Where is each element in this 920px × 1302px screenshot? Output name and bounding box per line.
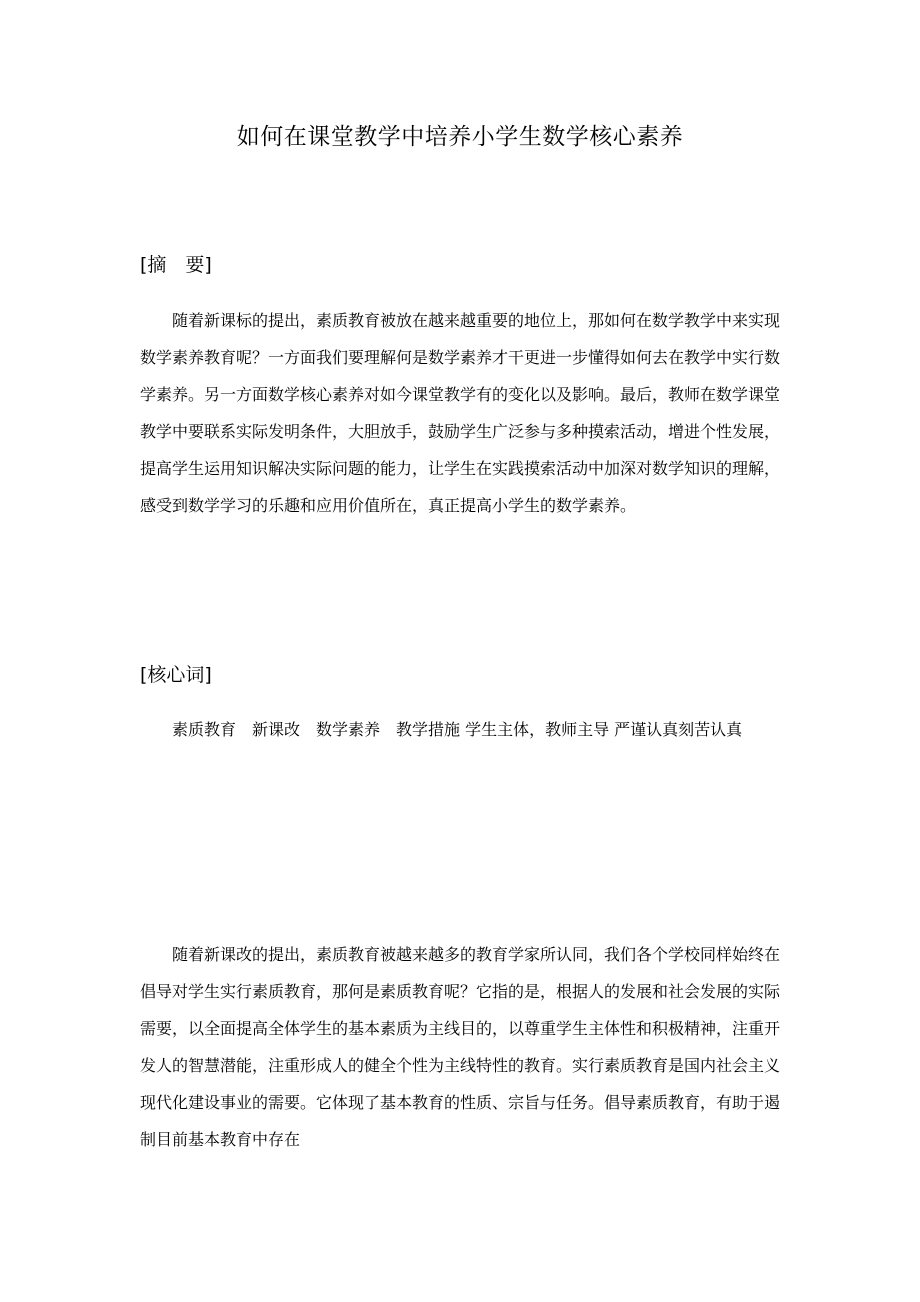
keywords-paragraph: [140, 711, 780, 748]
abstract-heading: [摘 要]: [140, 254, 212, 276]
body-text: 随着新课改的提出，素质教育被越来越多的教育学家所认同，我们各个学校同样始终在倡导对学生实行素质教育，那何是素质教育呢？它指的是，根据人的发展和社会发展的实际需要，以全面提高全体学生的基本素质为主线目的，以尊重学生主体性和积极精神，注重开发人的智慧潜能，注重形成人的健全个性为主线特性的教育。实行素质教育是国内社会主义现代化建设事业的需要。它体现了基本教育的性质、宗旨与任务。倡导素质教育，有助于遏制目前基本教育中存在: [140, 945, 781, 1149]
document-title: 如何在课堂教学中培养小学生数学核心素养: [236, 124, 684, 150]
body-paragraph: [140, 936, 780, 1158]
abstract-text: 随着新课标的提出，素质教育被放在越来越重要的地位上，那如何在数学教学中来实现数学素养教育呢？一方面我们要理解何是数学素养才干更进一步懂得如何去在教学中实行数学素养。另一方面数学核心素养对如今课堂教学有的变化以及影响。最后，教师在数学课堂教学中要联系实际发明条件，大胆放手，鼓励学生广泛参与多种摸索活动，增进个性发展，提高学生运用知识解决实际问题的能力，让学生在实践摸索活动中加深对数学知识的理解，感受到数学学习的乐趣和应用价值所在，真正提高小学生的数学素养。: [140, 311, 781, 515]
abstract-paragraph: [140, 302, 780, 524]
keywords-text: 素质教育 新课改 数学素养 教学措施 学生主体，教师主导 严谨认真刻苦认真: [172, 720, 743, 739]
keywords-heading: [核心词]: [140, 664, 212, 686]
